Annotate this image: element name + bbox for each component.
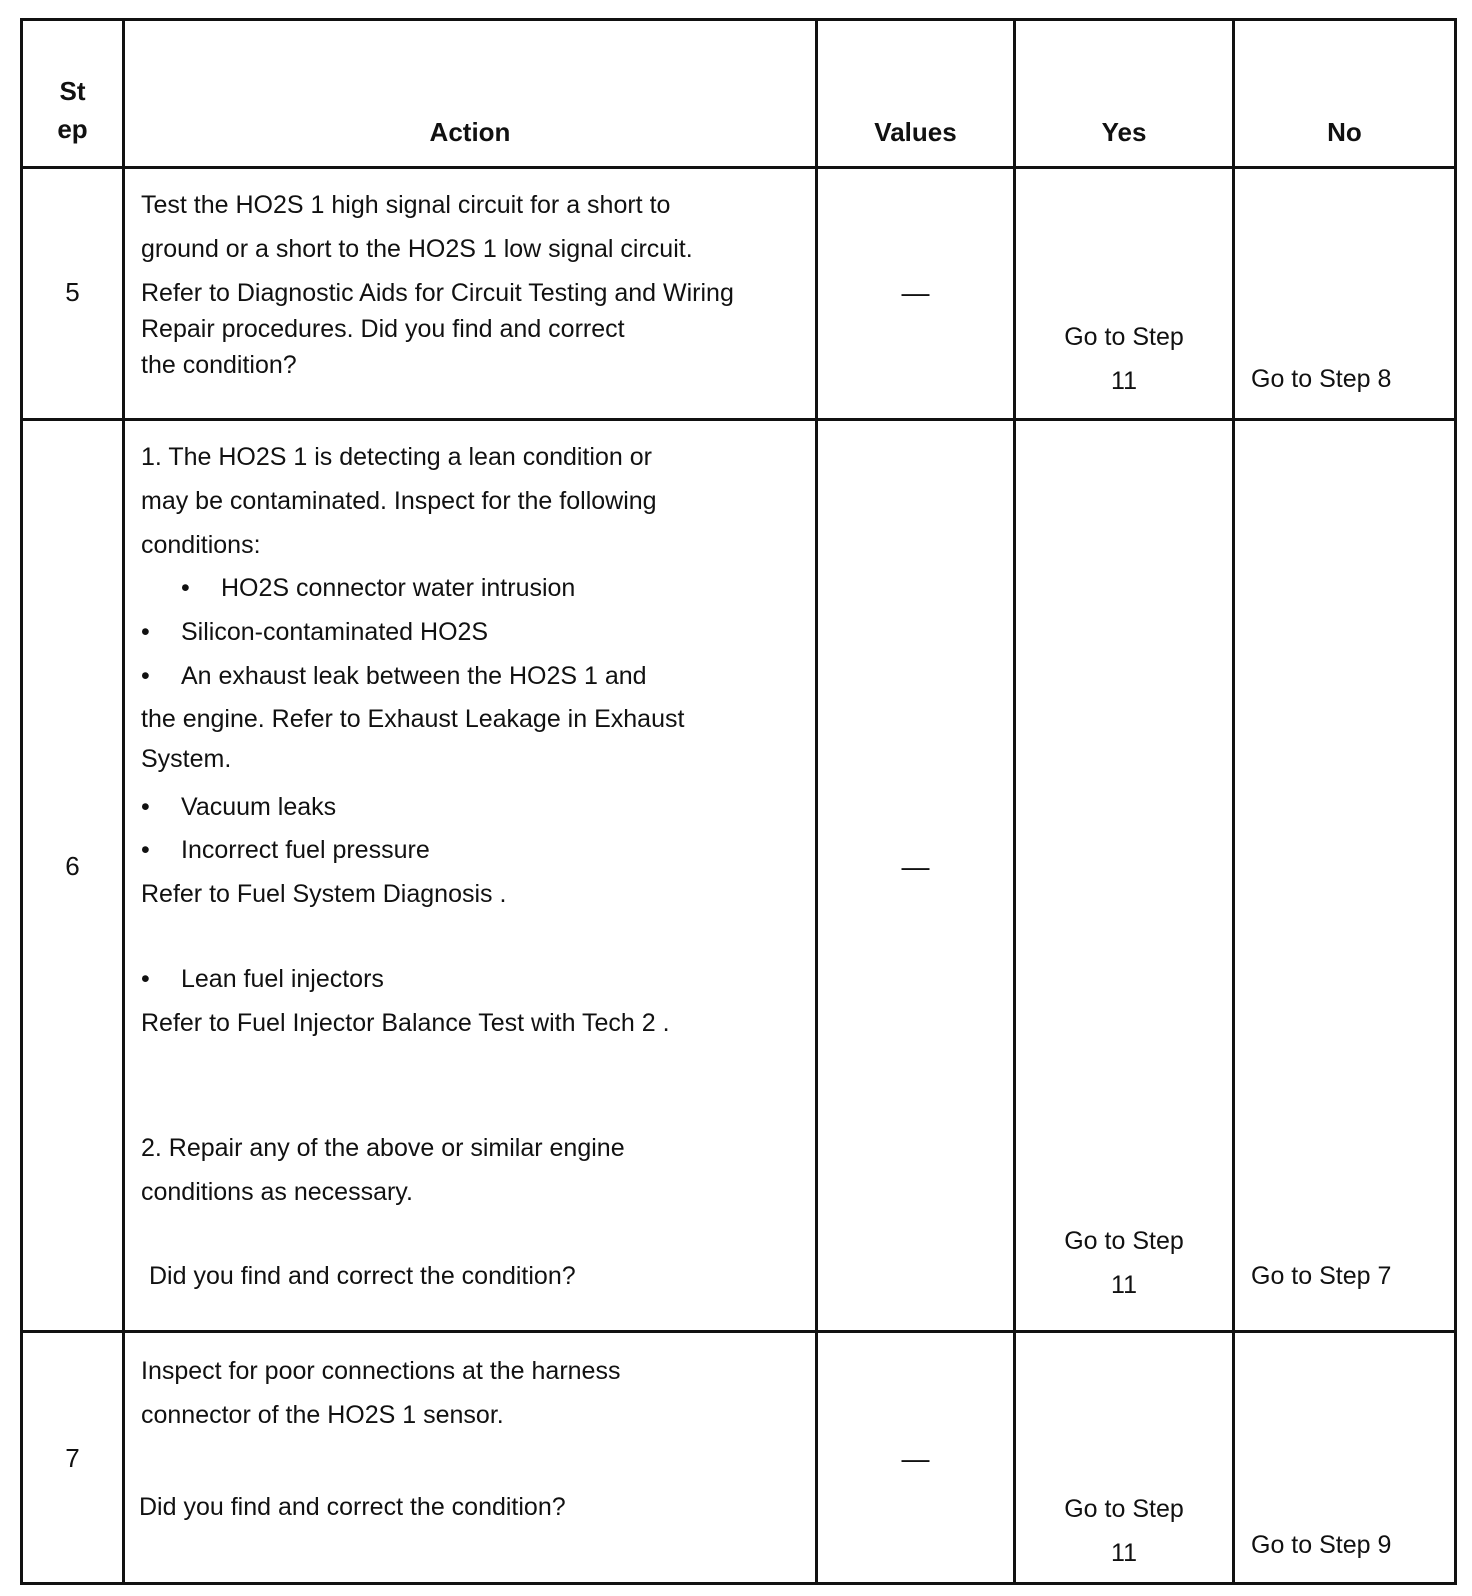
action-text: HO2S connector water intrusion	[221, 574, 576, 602]
action-text: connector of the HO2S 1 sensor.	[141, 1401, 504, 1429]
step-number: 7	[65, 1443, 80, 1473]
table-row	[22, 1332, 1456, 1584]
list-item	[181, 574, 575, 603]
yes-cell	[1015, 1332, 1234, 1584]
bullet-icon: •	[141, 793, 150, 821]
header-yes-label: Yes	[1101, 117, 1147, 147]
list-item	[141, 836, 430, 865]
bullet-icon: •	[141, 965, 150, 993]
yes-text-line2: 11	[1111, 1539, 1137, 1567]
action-text: ground or a short to the HO2S 1 low signal circuit.	[141, 235, 693, 263]
action-text: Test the HO2S 1 high signal circuit for a short to	[141, 191, 671, 219]
values-text: —	[901, 1443, 930, 1474]
values-cell	[817, 168, 1015, 420]
action-text: Inspect for poor connections at the harness	[141, 1357, 621, 1385]
bullet-icon: •	[181, 574, 190, 602]
action-text: conditions as necessary.	[141, 1178, 413, 1206]
list-item	[141, 965, 384, 994]
action-text: Did you find and correct the condition?	[149, 1262, 576, 1290]
action-text: Vacuum leaks	[181, 793, 337, 821]
action-text: the engine. Refer to Exhaust Leakage in Exhaust	[141, 705, 685, 733]
action-text: System.	[141, 745, 232, 773]
action-text: Repair procedures. Did you find and correct	[141, 315, 625, 343]
action-cell	[124, 1332, 817, 1584]
header-step	[22, 20, 124, 168]
action-text: Did you find and correct the condition?	[139, 1493, 566, 1521]
table-header-row	[22, 20, 1456, 168]
values-text: —	[901, 277, 930, 308]
no-cell	[1234, 420, 1456, 1332]
action-text: Refer to Diagnostic Aids for Circuit Testing and Wiring	[141, 279, 734, 307]
step-cell	[22, 1332, 124, 1584]
yes-cell	[1015, 420, 1234, 1332]
action-text: An exhaust leak between the HO2S 1 and	[181, 662, 647, 690]
action-text: 1. The HO2S 1 is detecting a lean condition or	[141, 443, 652, 471]
diagnostic-table-page	[20, 18, 1454, 1582]
table-row	[22, 168, 1456, 420]
action-text: 2. Repair any of the above or similar engine	[141, 1134, 625, 1162]
yes-text-line1: Go to Step	[1064, 1227, 1184, 1255]
header-step-line2: ep	[57, 114, 88, 144]
step-number: 6	[65, 851, 80, 881]
list-item	[141, 662, 647, 691]
header-action	[124, 20, 817, 168]
yes-text-line2: 11	[1111, 1271, 1137, 1299]
yes-text-line1: Go to Step	[1064, 323, 1184, 351]
no-text: Go to Step 7	[1251, 1262, 1392, 1290]
bullet-icon: •	[141, 662, 150, 690]
header-yes	[1015, 20, 1234, 168]
yes-cell	[1015, 168, 1234, 420]
no-text: Go to Step 9	[1251, 1531, 1392, 1559]
action-text: Refer to Fuel Injector Balance Test with Tech 2 .	[141, 1009, 670, 1037]
list-item	[141, 618, 488, 647]
header-no	[1234, 20, 1456, 168]
action-text: Refer to Fuel System Diagnosis .	[141, 880, 507, 908]
action-text: the condition?	[141, 351, 297, 379]
values-cell	[817, 1332, 1015, 1584]
action-text: Incorrect fuel pressure	[181, 836, 430, 864]
header-values	[817, 20, 1015, 168]
bullet-icon: •	[141, 836, 150, 864]
values-cell	[817, 420, 1015, 1332]
diagnostic-table	[20, 18, 1457, 1585]
step-cell	[22, 420, 124, 1332]
no-cell	[1234, 1332, 1456, 1584]
no-text: Go to Step 8	[1251, 365, 1392, 393]
step-number: 5	[65, 277, 80, 307]
bullet-icon: •	[141, 618, 150, 646]
action-text: may be contaminated. Inspect for the following	[141, 487, 657, 515]
action-text: conditions:	[141, 531, 261, 559]
values-text: —	[901, 851, 930, 882]
step-cell	[22, 168, 124, 420]
header-action-label: Action	[429, 117, 511, 147]
yes-text-line1: Go to Step	[1064, 1495, 1184, 1523]
action-cell	[124, 420, 817, 1332]
action-cell	[124, 168, 817, 420]
no-cell	[1234, 168, 1456, 420]
action-text: Lean fuel injectors	[181, 965, 384, 993]
action-text: Silicon-contaminated HO2S	[181, 618, 489, 646]
yes-text-line2: 11	[1111, 367, 1137, 395]
header-values-label: Values	[874, 117, 957, 147]
header-step-line1: St	[59, 76, 86, 106]
list-item	[141, 793, 336, 822]
table-row	[22, 420, 1456, 1332]
header-no-label: No	[1327, 117, 1362, 147]
